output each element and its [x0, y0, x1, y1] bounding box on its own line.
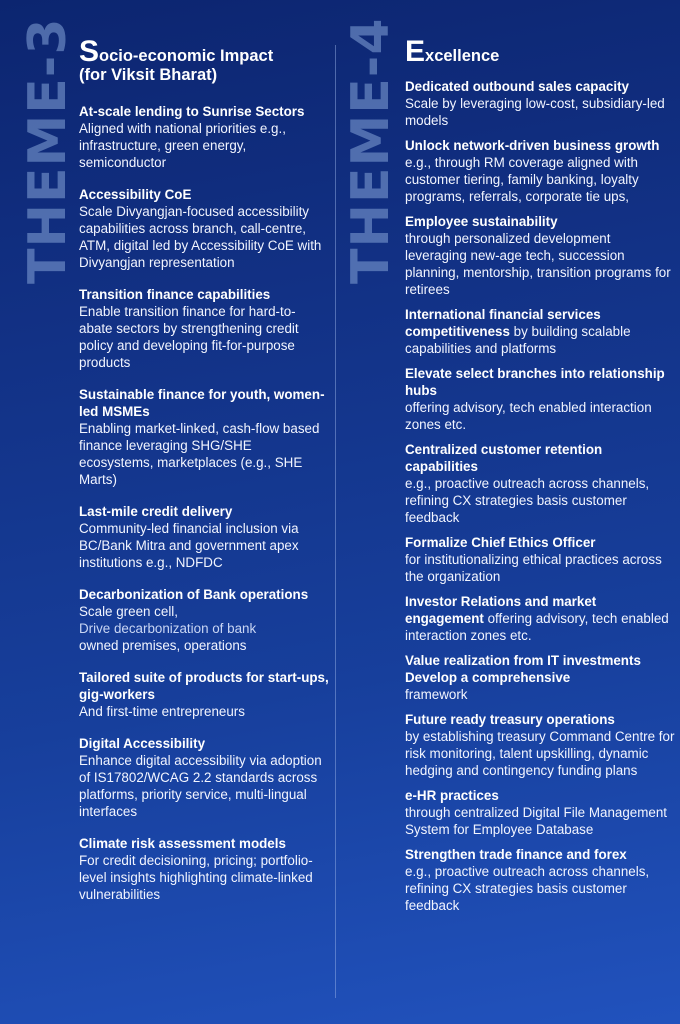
item-description: by building scalable capabilities and platforms	[405, 324, 631, 356]
item-description: Scale by leveraging low-cost, subsidiary-led models	[405, 96, 665, 128]
item-description: Enable transition finance for hard-to-abate sectors by strengthening credit policy and developing fit-for-purpose products	[79, 304, 299, 370]
theme-3-heading	[79, 35, 329, 85]
item-description: Enhance digital accessibility via adoption of IS17802/WCAG 2.2 standards across platforms, priority service, multi-lingual interfaces	[79, 753, 322, 819]
column-divider	[335, 45, 336, 998]
item-description: through personalized development leveraging new-age tech, succession planning, mentorship, transition programs for retirees	[405, 231, 671, 297]
item-description: For credit decisioning, pricing; portfolio-level insights highlighting climate-linked vulnerabilities	[79, 853, 313, 902]
item-description: e.g., proactive outreach across channels, refining CX strategies basis customer feedback	[405, 476, 650, 525]
item-description: for institutionalizing ethical practices across the organization	[405, 552, 662, 584]
item-description: offering advisory, tech enabled interaction zones etc.	[405, 611, 669, 643]
list-item	[79, 103, 329, 171]
item-title: Future ready treasury operations	[405, 712, 615, 727]
list-item	[405, 365, 675, 433]
theme-4-column	[405, 35, 675, 922]
item-description: Scale green cell,	[79, 604, 178, 619]
item-description: Enabling market-linked, cash-flow based finance leveraging SHG/SHE ecosystems, marketplaces (e.g., SHE Marts)	[79, 421, 320, 487]
item-title: Formalize Chief Ethics Officer	[405, 535, 596, 550]
item-title: Digital Accessibility	[79, 736, 206, 751]
item-title: International financial services competitiveness	[405, 307, 601, 339]
item-title: Last-mile credit delivery	[79, 504, 233, 519]
heading-rest: xcellence	[425, 47, 500, 65]
item-title: Investor Relations and market engagement	[405, 594, 597, 626]
item-description: e.g., proactive outreach across channels, refining CX strategies basis customer feedback	[405, 864, 650, 913]
theme-3-column	[79, 35, 329, 918]
item-description: e.g., through RM coverage aligned with customer tiering, family banking, loyalty programs, referrals, corporate tie ups,	[405, 155, 639, 204]
item-description: Drive decarbonization of bank	[79, 621, 257, 636]
item-title: Strengthen trade finance and forex	[405, 847, 627, 862]
list-item	[405, 441, 675, 526]
item-description: Scale Divyangjan-focused accessibility capabilities across branch, call-centre, ATM, digital led by Accessibility CoE with Divyangjan representation	[79, 204, 322, 270]
item-description: Community-led financial inclusion via BC/Bank Mitra and government apex institutions e.g., NDFDC	[79, 521, 299, 570]
list-item	[79, 586, 329, 654]
theme-4-heading	[405, 35, 675, 68]
list-item	[79, 503, 329, 571]
list-item	[405, 593, 675, 644]
list-item	[405, 846, 675, 914]
list-item	[79, 735, 329, 820]
item-title: Elevate select branches into relationship hubs	[405, 366, 665, 398]
item-description: And first-time entrepreneurs	[79, 704, 245, 719]
list-item	[405, 78, 675, 129]
item-title: Accessibility CoE	[79, 187, 192, 202]
item-description: by establishing treasury Command Centre for risk monitoring, talent upskilling, dynamic hedging and contingency funding plans	[405, 729, 675, 778]
heading-initial: E	[405, 35, 426, 68]
list-item	[405, 652, 675, 703]
item-description: owned premises, operations	[79, 638, 247, 653]
item-subtitle: Develop a comprehensive	[405, 670, 571, 685]
heading-rest: ocio-economic Impact	[99, 47, 274, 65]
item-title: Centralized customer retention capabilities	[405, 442, 603, 474]
list-item	[79, 835, 329, 903]
item-title: e-HR practices	[405, 788, 499, 803]
list-item	[79, 286, 329, 371]
item-title: Unlock network-driven business growth	[405, 138, 660, 153]
item-description: framework	[405, 687, 468, 702]
item-description: through centralized Digital File Management System for Employee Database	[405, 805, 668, 837]
list-item	[405, 534, 675, 585]
item-title: Sustainable finance for youth, women-led MSMEs	[79, 387, 325, 419]
theme-4-label: THEME-4	[341, 17, 401, 284]
list-item	[405, 711, 675, 779]
item-title: Employee sustainability	[405, 214, 558, 229]
list-item	[405, 213, 675, 298]
item-title: Dedicated outbound sales capacity	[405, 79, 629, 94]
item-title: Value realization from IT investments	[405, 653, 641, 668]
item-title: Climate risk assessment models	[79, 836, 286, 851]
item-title: Transition finance capabilities	[79, 287, 271, 302]
list-item	[405, 306, 675, 357]
item-title: Decarbonization of Bank operations	[79, 587, 309, 602]
list-item	[79, 386, 329, 488]
heading-subtitle: (for Viksit Bharat)	[79, 66, 218, 84]
item-description: offering advisory, tech enabled interaction zones etc.	[405, 400, 652, 432]
item-title: Tailored suite of products for start-ups, gig-workers	[79, 670, 329, 702]
heading-initial: S	[79, 35, 100, 68]
list-item	[79, 669, 329, 720]
list-item	[405, 137, 675, 205]
item-title: At-scale lending to Sunrise Sectors	[79, 104, 305, 119]
list-item	[405, 787, 675, 838]
item-description: Aligned with national priorities e.g., infrastructure, green energy, semiconductor	[79, 121, 286, 170]
theme-3-label: THEME-3	[18, 17, 78, 284]
list-item	[79, 186, 329, 271]
